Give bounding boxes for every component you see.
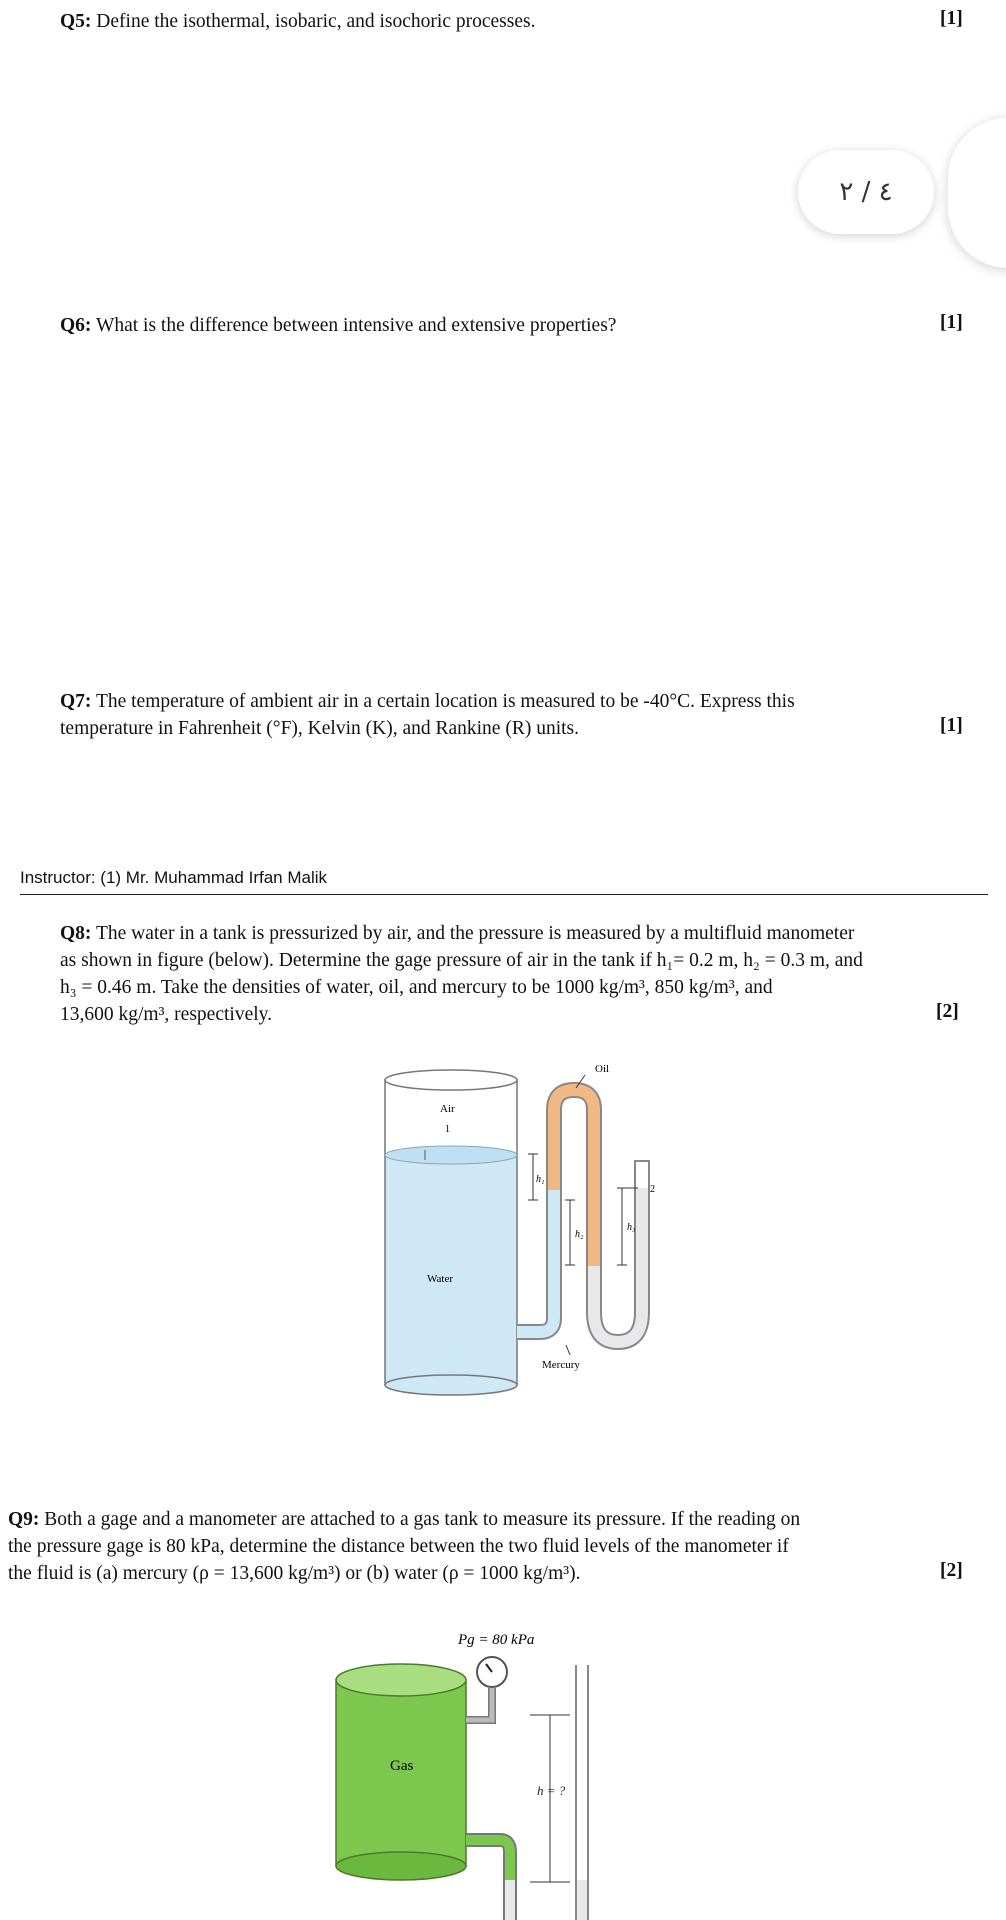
q5-marks: [1]	[940, 8, 963, 29]
tank-water	[385, 1155, 517, 1385]
point1-label: 1	[445, 1124, 450, 1135]
page-indicator-bubble	[948, 118, 1006, 268]
q6-body: What is the difference between intensive and extensive properties?	[91, 315, 617, 336]
q5-label: Q5:	[60, 11, 92, 32]
q9-label: Q9:	[8, 1509, 40, 1530]
mercury-label: Mercury	[542, 1359, 580, 1371]
h3-label: h₃	[627, 1222, 636, 1233]
q9-gas-tank-figure	[320, 1620, 660, 1920]
q6-text	[60, 312, 616, 339]
q7-line2: temperature in Fahrenheit (°F), Kelvin (K), and Rankine (R) units.	[60, 718, 579, 739]
h-label: h = ?	[537, 1783, 566, 1798]
manometer-tube	[466, 1840, 510, 1920]
water-label: Water	[427, 1273, 453, 1285]
air-label: Air	[440, 1103, 455, 1115]
h2-label: h₂	[575, 1229, 584, 1240]
q9-text	[8, 1506, 986, 1587]
q6-label: Q6:	[60, 315, 92, 336]
q8-manometer-figure	[370, 1050, 670, 1410]
point2-label: 2	[650, 1184, 655, 1195]
q7-text	[60, 688, 986, 742]
q8-marks: [2]	[936, 1001, 959, 1022]
instructor-name: Instructor: (1) Mr. Muhammad Irfan Malik	[20, 868, 328, 887]
q8-text	[60, 920, 960, 1028]
q5-text	[60, 8, 535, 35]
q9-line1: Q9: Both a gage and a manometer are attached to a gas tank to measure its pressure. If the reading on	[8, 1509, 801, 1530]
tank-air	[385, 1080, 517, 1155]
q5-body: Define the isothermal, isobaric, and isochoric processes.	[91, 11, 536, 32]
q8-line1: Q8: The water in a tank is pressurized by air, and the pressure is measured by a multifluid manometer	[60, 923, 855, 944]
q8-label: Q8:	[60, 923, 92, 944]
q9-marks: [2]	[940, 1560, 963, 1581]
q9-line3: the fluid is (a) mercury (ρ = 13,600 kg/m³) or (b) water (ρ = 1000 kg/m³).	[8, 1563, 581, 1584]
q6-marks: [1]	[940, 312, 963, 333]
q7-line1: Q7: The temperature of ambient air in a certain location is measured to be -40°C. Express this	[60, 691, 795, 712]
q9-line2: the pressure gage is 80 kPa, determine the distance between the two fluid levels of the manometer if	[8, 1536, 789, 1557]
h1-label: h₁	[536, 1174, 545, 1185]
q7-label: Q7:	[60, 691, 92, 712]
q7-marks: [1]	[940, 715, 963, 736]
divider	[20, 894, 988, 895]
q8-line3: h₃ = 0.46 m. Take the densities of water, oil, and mercury to be 1000 kg/m³, 850 kg/m³, and	[60, 977, 773, 998]
gauge-label: Pg = 80 kPa	[458, 1632, 535, 1648]
q8-line4: 13,600 kg/m³, respectively.	[60, 1004, 272, 1025]
gas-label: Gas	[390, 1758, 414, 1774]
q8-line2: as shown in figure (below). Determine the gage pressure of air in the tank if h₁= 0.2 m, h₂ = 0.3 m, and	[60, 950, 863, 971]
oil-label: Oil	[595, 1063, 610, 1075]
page-indicator[interactable]: ٤ / ٢	[798, 150, 934, 234]
